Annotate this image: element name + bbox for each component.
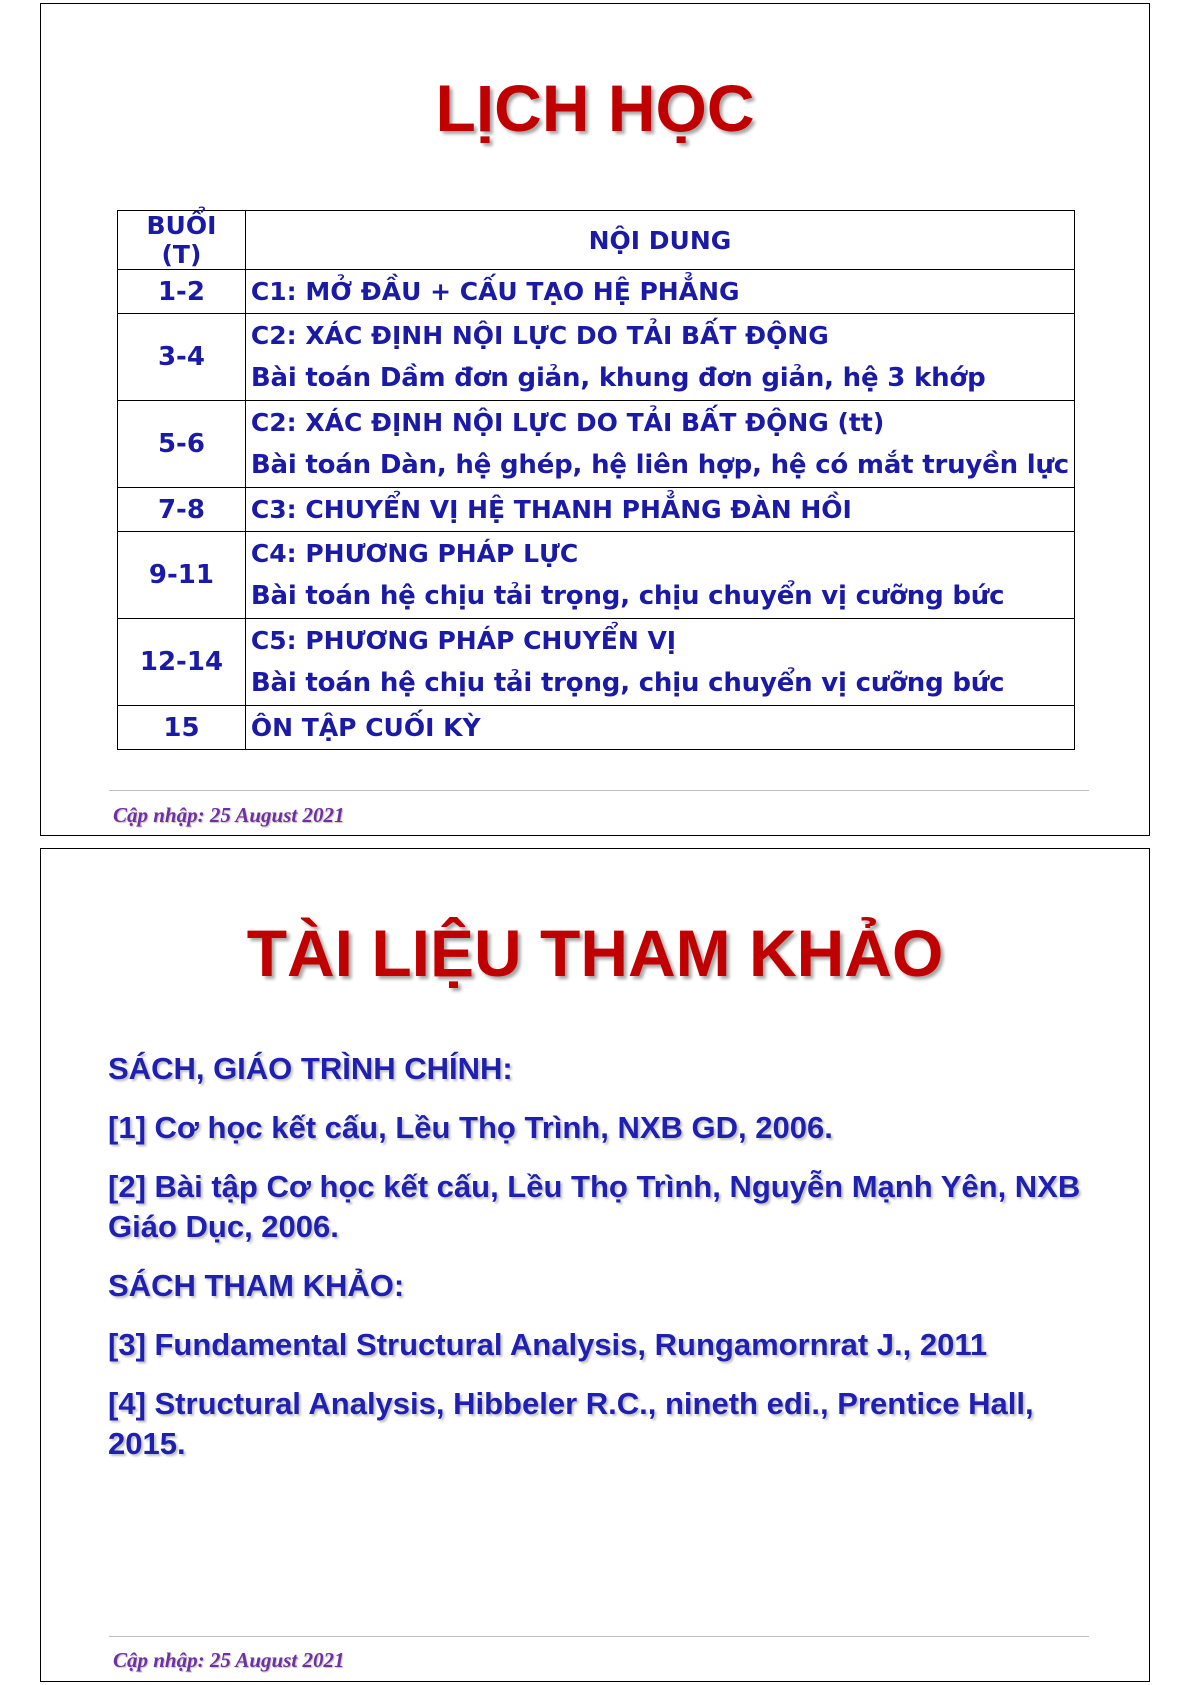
- session-cell: 9-11: [118, 532, 246, 619]
- reference-item: [1] Cơ học kết cấu, Lều Thọ Trình, NXB GD, 2006.: [108, 1110, 833, 1145]
- content-subline: Bài toán Dầm đơn giản, khung đơn giản, hệ 3 khớp: [250, 363, 986, 393]
- section-heading-reference-books: SÁCH THAM KHẢO:: [108, 1268, 405, 1303]
- session-cell: 5-6: [118, 401, 246, 488]
- content-subline: Bài toán hệ chịu tải trọng, chịu chuyển vị cưỡng bức: [250, 581, 1005, 611]
- content-cell: [245, 270, 1074, 314]
- reference-item: [2] Bài tập Cơ học kết cấu, Lều Thọ Trình, Nguyễn Mạnh Yên, NXB Giáo Dục, 2006.: [108, 1169, 1081, 1244]
- content-line: C4: PHƯƠNG PHÁP LỰC: [250, 539, 579, 568]
- content-line: C3: CHUYỂN VỊ HỆ THANH PHẲNG ĐÀN HỒI: [250, 495, 852, 524]
- footer-updated-date: Cập nhập: 25 August 2021: [113, 803, 345, 827]
- content-line: ÔN TẬP CUỐI KỲ: [250, 713, 481, 742]
- table-row: [118, 401, 1075, 488]
- reference-item: [3] Fundamental Structural Analysis, Rungamornrat J., 2011: [108, 1327, 988, 1362]
- references-list: [108, 1049, 1118, 1483]
- table-row: [118, 270, 1075, 314]
- footer-divider: [109, 790, 1089, 791]
- table-row: [118, 488, 1075, 532]
- footer-divider: [109, 1636, 1089, 1637]
- header-session: BUỔI (T): [118, 211, 246, 270]
- session-cell: 1-2: [118, 270, 246, 314]
- content-line: C1: MỞ ĐẦU + CẤU TẠO HỆ PHẲNG: [250, 277, 740, 306]
- content-subline: Bài toán hệ chịu tải trọng, chịu chuyển vị cưỡng bức: [250, 668, 1005, 698]
- content-cell: [245, 532, 1074, 619]
- content-line: C2: XÁC ĐỊNH NỘI LỰC DO TẢI BẤT ĐỘNG: [250, 321, 829, 350]
- table-header-row: [118, 211, 1075, 270]
- schedule-title: LỊCH HỌC: [435, 71, 755, 145]
- content-cell: [245, 401, 1074, 488]
- session-cell: 12-14: [118, 619, 246, 706]
- session-cell: 3-4: [118, 314, 246, 401]
- references-slide: [40, 848, 1150, 1682]
- content-line: C5: PHƯƠNG PHÁP CHUYỂN VỊ: [250, 626, 677, 655]
- table-row: [118, 619, 1075, 706]
- schedule-table: [117, 210, 1075, 750]
- section-heading-main-books: SÁCH, GIÁO TRÌNH CHÍNH:: [108, 1051, 513, 1086]
- schedule-slide: [40, 3, 1150, 836]
- header-content: NỘI DUNG: [245, 211, 1074, 270]
- table-row: [118, 532, 1075, 619]
- content-cell: [245, 706, 1074, 750]
- session-cell: 7-8: [118, 488, 246, 532]
- content-cell: [245, 488, 1074, 532]
- table-row: [118, 314, 1075, 401]
- footer-updated-date: Cập nhập: 25 August 2021: [113, 1648, 345, 1672]
- content-line: C2: XÁC ĐỊNH NỘI LỰC DO TẢI BẤT ĐỘNG (tt): [250, 408, 885, 437]
- references-title: TÀI LIỆU THAM KHẢO: [246, 916, 944, 990]
- table-row: [118, 706, 1075, 750]
- content-subline: Bài toán Dàn, hệ ghép, hệ liên hợp, hệ có mắt truyền lực: [250, 450, 1069, 480]
- content-cell: [245, 314, 1074, 401]
- content-cell: [245, 619, 1074, 706]
- session-cell: 15: [118, 706, 246, 750]
- reference-item: [4] Structural Analysis, Hibbeler R.C., nineth edi., Prentice Hall, 2015.: [108, 1386, 1034, 1461]
